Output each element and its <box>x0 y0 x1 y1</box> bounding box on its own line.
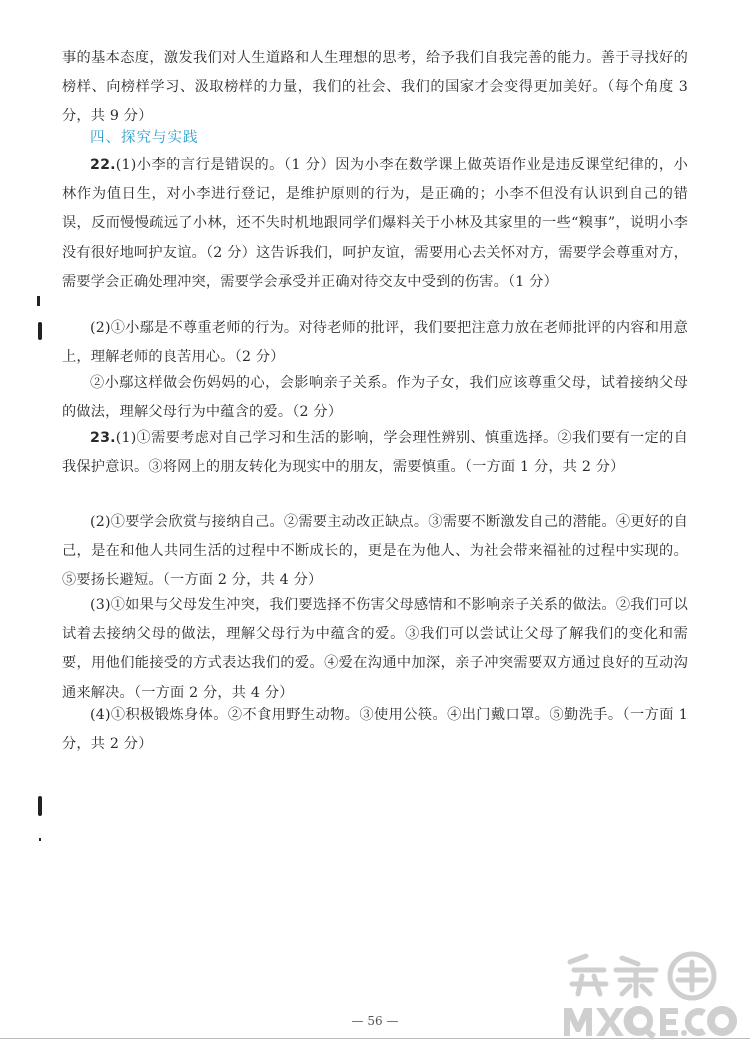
q23-part2: (2)①要学会欣赏与接纳自己。②需要主动改正缺点。③需要不断激发自己的潜能。④更好的自己，是在和他人共同生活的过程中不断成长的，更是在为他人、为社会带来福祉的过程中实现的。⑤要扬长避短。（一方面 2 分，共 4 分） <box>62 514 688 589</box>
q22-part3: ②小鄢这样做会伤妈妈的心，会影响亲子关系。作为子女，我们应该尊重父母，试着接纳父母的做法，理解父母行为中蕴含的爱。（2 分） <box>62 375 688 421</box>
scan-mark <box>38 796 42 816</box>
q23-part1-text: (1)①需要考虑对自己学习和生活的影响，学会理性辨别、慎重选择。②我们要有一定的自我保护意识。③将网上的朋友转化为现实中的朋友，需要慎重。（一方面 1 分，共 2 分） <box>62 430 688 476</box>
q23-part3: (3)①如果与父母发生冲突，我们要选择不伤害父母感情和不影响亲子关系的做法。②我们可以试着去接纳父母的做法，理解父母行为中蕴含的爱。③我们可以尝试让父母了解我们的变化和需要，用他们能接受的方式表达我们的爱。④爱在沟通中加深，亲子冲突需要双方通过良好的互动沟通来解决。（一方面 2 分，共 4 分） <box>62 597 688 701</box>
q22-part1 <box>62 151 688 297</box>
scan-mark <box>38 322 42 340</box>
q23-part4: (4)①积极锻炼身体。②不食用野生动物。③使用公筷。④出门戴口罩。⑤勤洗手。（一方面 1 分，共 2 分） <box>62 707 688 753</box>
scan-mark <box>39 838 41 841</box>
q23-number: 23. <box>90 430 116 446</box>
page-number: — 56 — <box>351 1014 399 1028</box>
watermark-logo <box>560 948 742 1040</box>
section-heading: 四、探究与实践 <box>90 130 199 146</box>
intro-paragraph: 事的基本态度，激发我们对人生道路和人生理想的思考，给予我们自我完善的能力。善于寻找好的榜样、向榜样学习、汲取榜样的力量，我们的社会、我们的国家才会变得更加美好。（每个角度 3 分，共 9 分） <box>62 50 688 125</box>
q22-part1-text: (1)小李的言行是错误的。（1 分）因为小李在数学课上做英语作业是违反课堂纪律的，小林作为值日生，对小李进行登记，是维护原则的行为，是正确的；小李不但没有认识到自己的错误，反而慢慢疏远了小林，还不失时机地跟同学们爆料关于小林及其家里的一些“糗事”，说明小李没有很好地呵护友谊。（2 分）这告诉我们，呵护友谊，需要用心去关怀对方，需要学会尊重对方，需要学会正确处理冲突，需要学会承受并正确对待交友中受到的伤害。（1 分） <box>62 157 688 290</box>
q23-part1 <box>62 424 688 482</box>
q22-number: 22. <box>90 157 116 173</box>
q22-part2: (2)①小鄢是不尊重老师的行为。对待老师的批评，我们要把注意力放在老师批评的内容和用意上，理解老师的良苦用心。（2 分） <box>62 320 688 366</box>
scan-mark <box>37 296 40 306</box>
